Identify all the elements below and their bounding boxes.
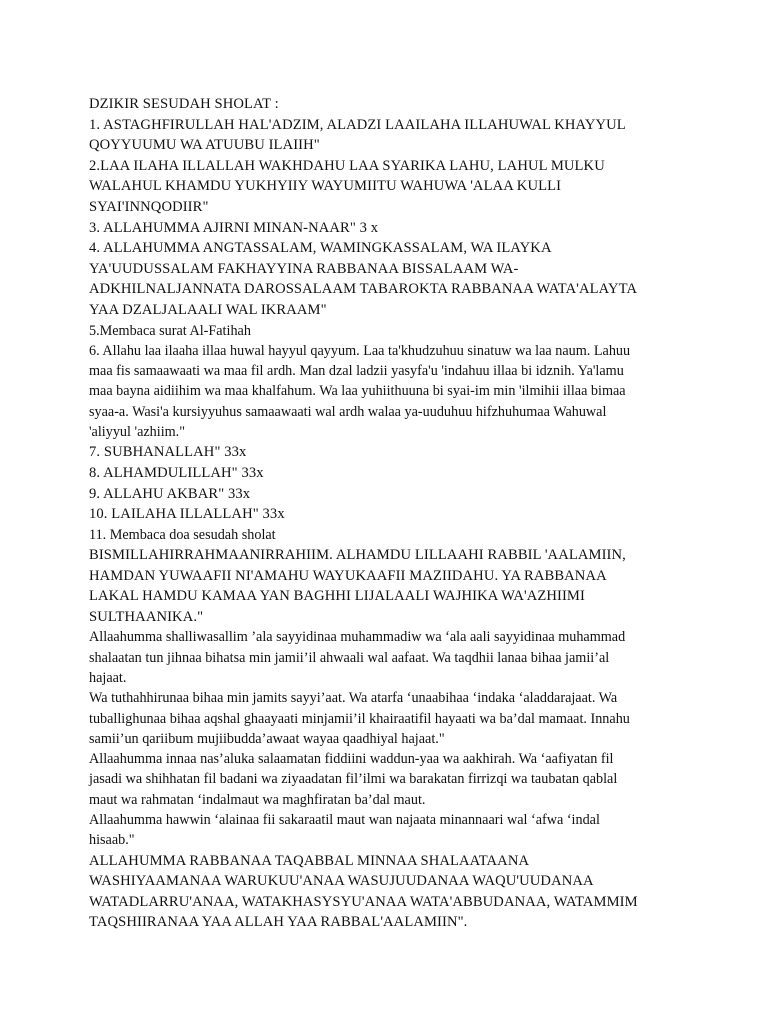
text-line: WATADLARRU'ANAA, WATAKHASYSYU'ANAA WATA'ABBUDANAA, WATAMMIM (89, 893, 638, 910)
text-line: Allaahumma shalliwasallim ’ala sayyidinaa muhammadiw wa ‘ala aali sayyidinaa muhammad (89, 629, 626, 646)
text-line: 7. SUBHANALLAH" 33x (89, 444, 247, 461)
text-line: ALLAHUMMA RABBANAA TAQABBAL MINNAA SHALAATAANA (89, 852, 530, 869)
text-line: 6. Allahu laa ilaaha illaa huwal hayyul qayyum. Laa ta'khudzuhuu sinatuw wa laa naum. Lahuu (89, 342, 631, 359)
text-line: HAMDAN YUWAAFII NI'AMAHU WAYUKAAFII MAZIIDAHU. YA RABBANAA (89, 567, 607, 584)
text-line: tuballighunaa bihaa aqshal ghaayaati minjamii’il khairaatifil hayaati wa ba’dal mamaat. Innahu (89, 710, 630, 727)
text-line: SULTHAANIKA." (89, 608, 204, 625)
text-line: hisaab." (89, 832, 135, 849)
text-line: maa fis samaawaati wa maa fil ardh. Man dzal ladzii yasyfa'u 'indahuu illaa bi idznih. Ya'lamu (89, 363, 624, 380)
text-line: maa bayna aidiihim wa maa khalfahum. Wa laa yuhiithuuna bi syai-im min 'ilmihii illaa bimaa (89, 383, 626, 400)
text-line: YAA DZALJALAALI WAL IKRAAM" (89, 301, 327, 318)
text-line: YA'UUDUSSALAM FAKHAYYINA RABBANAA BISSALAAM WA- (89, 260, 519, 277)
text-line: Allaahumma hawwin ‘alainaa fii sakaraatil maut wan najaata minannaari wal ‘afwa ‘indal (89, 812, 600, 829)
text-line: WALAHUL KHAMDU YUKHYIIY WAYUMIITU WAHUWA 'ALAA KULLI (89, 178, 562, 195)
text-line: shalaatan tun jihnaa bihatsa min jamii’il ahwaali wal aafaat. Wa taqdhii lanaa bihaa jamii’al (89, 649, 610, 666)
text-line: 10. LAILAHA ILLALLAH" 33x (89, 506, 285, 523)
text-line: SYAI'INNQODIIR" (89, 198, 209, 215)
text-line: 8. ALHAMDULILLAH" 33x (89, 464, 264, 481)
text-line: QOYYUUMU WA ATUUBU ILAIIH" (89, 137, 320, 154)
document-title: DZIKIR SESUDAH SHOLAT : (89, 96, 279, 112)
text-line: 1. ASTAGHFIRULLAH HAL'ADZIM, ALADZI LAAILAHA ILLAHUWAL KHAYYUL (89, 116, 626, 133)
text-line: syaa-a. Wasi'a kursiyyuhus samaawaati wal ardh walaa ya-uuduhuu hifzhuhumaa Wahuwal (89, 403, 607, 420)
text-line: Allaahumma innaa nas’aluka salaamatan fiddiini waddun-yaa wa aakhirah. Wa ‘aafiyatan fil (89, 751, 614, 768)
text-line: Wa tuthahhirunaa bihaa min jamits sayyi’aat. Wa atarfa ‘unaabihaa ‘indaka ‘aladdarajaat. Wa (89, 690, 618, 707)
text-line: 5.Membaca surat Al-Fatihah (89, 322, 251, 339)
text-line: 9. ALLAHU AKBAR" 33x (89, 485, 251, 502)
document-body (89, 94, 679, 933)
text-line: BISMILLAHIRRAHMAANIRRAHIIM. ALHAMDU LILLAAHI RABBIL 'AALAMIIN, (89, 546, 626, 563)
text-line: LAKAL HAMDU KAMAA YAN BAGHHI LIJALAALI WAJHIKA WA'AZHIIMI (89, 588, 585, 605)
text-line: samii’un qariibum mujiibudda’awaat wayaa qaadhiyal hajaat." (89, 730, 445, 747)
text-line: 2.LAA ILAHA ILLALLAH WAKHDAHU LAA SYARIKA LAHU, LAHUL MULKU (89, 157, 605, 174)
text-line: 4. ALLAHUMMA ANGTASSALAM, WAMINGKASSALAM, WA ILAYKA (89, 240, 552, 257)
text-line: maut wa rahmatan ‘indalmaut wa maghfiratan ba’dal maut. (89, 791, 426, 808)
text-line: 11. Membaca doa sesudah sholat (89, 526, 276, 543)
text-line: 'aliyyul 'azhiim." (89, 424, 186, 441)
text-line: TAQSHIIRANAA YAA ALLAH YAA RABBAL'AALAMIIN". (89, 914, 468, 931)
text-line: jasadi wa shihhatan fil badani wa ziyaadatan fil’ilmi wa barakatan firrizqi wa taubatan qablal (89, 771, 618, 788)
text-line: WASHIYAAMANAA WARUKUU'ANAA WASUJUUDANAA WAQU'UUDANAA (89, 873, 594, 890)
text-line: hajaat. (89, 669, 127, 686)
text-line: 3. ALLAHUMMA AJIRNI MINAN-NAAR" 3 x (89, 219, 379, 236)
text-line: ADKHILNALJANNATA DAROSSALAAM TABAROKTA RABBANAA WATA'ALAYTA (89, 281, 638, 298)
